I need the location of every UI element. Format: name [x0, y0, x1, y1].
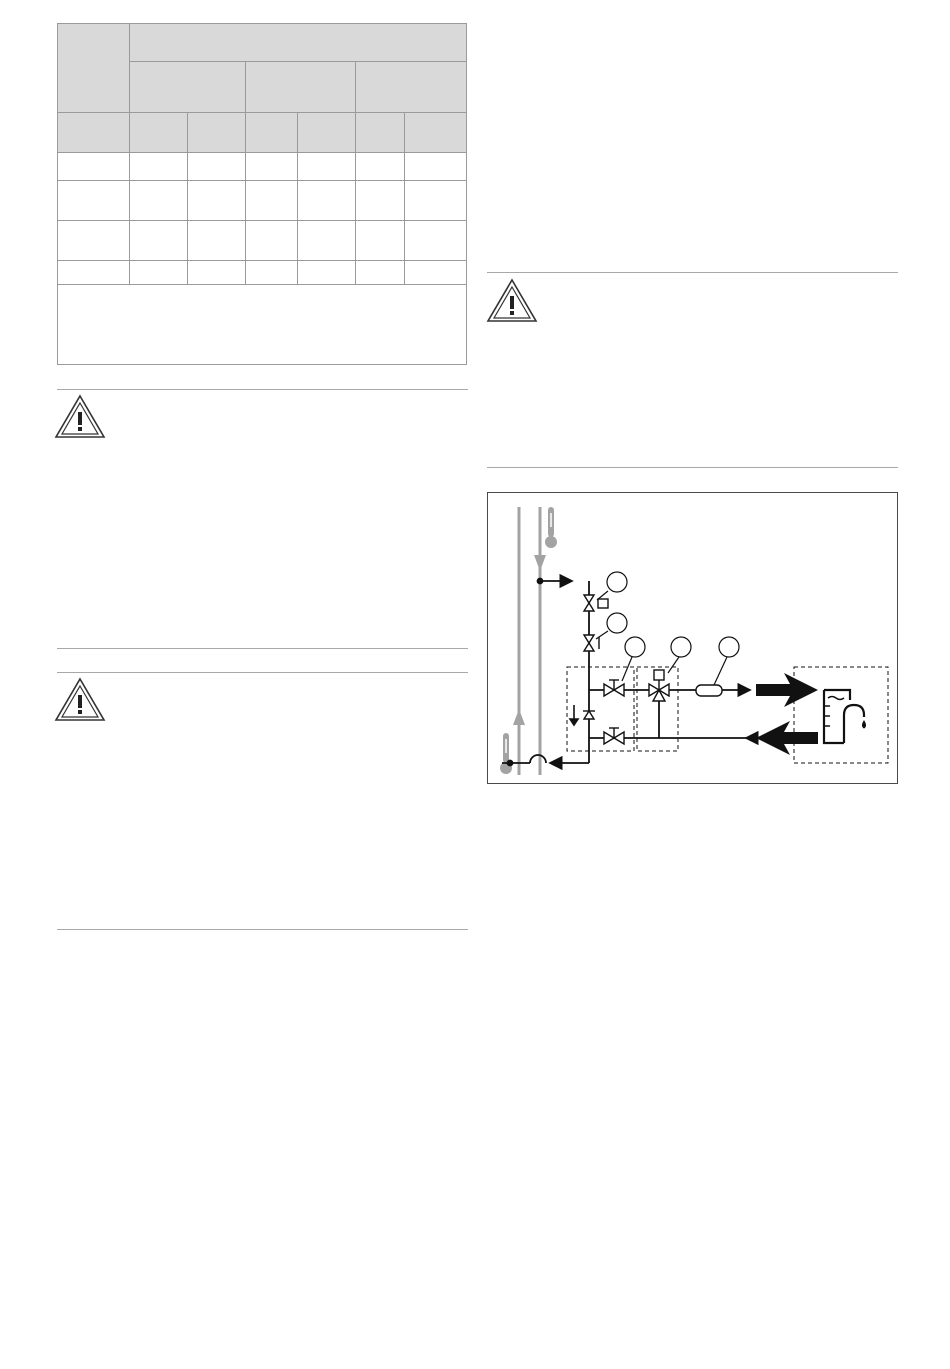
warning-triangle-icon	[54, 677, 106, 723]
table-row	[58, 221, 467, 261]
warning-top-rule	[487, 272, 898, 273]
table-row	[58, 261, 467, 285]
flow-arrows	[756, 673, 818, 755]
hydraulic-diagram	[487, 492, 898, 784]
valve-icon	[584, 635, 599, 651]
hot-water-out-arrow	[756, 673, 818, 707]
warning-top-rule	[57, 389, 468, 390]
valve-icon	[584, 595, 608, 611]
flow-up-arrow	[513, 709, 525, 725]
down-arrow-icon	[570, 705, 578, 725]
check-valve-icon	[583, 711, 595, 719]
table-subheader-2	[246, 62, 356, 113]
table-note	[58, 285, 467, 365]
warning-bottom-rule	[57, 648, 468, 649]
table-row	[58, 153, 467, 181]
pump-icon	[696, 685, 722, 696]
table-corner-cell	[58, 24, 130, 113]
table-subheader-1	[130, 62, 246, 113]
spec-table	[57, 23, 467, 365]
table-subheader-3	[356, 62, 467, 113]
riser-pipes	[513, 507, 546, 775]
callout-markers	[596, 572, 739, 685]
table-unit-row	[58, 113, 467, 153]
mixing-valve-icon	[649, 670, 669, 701]
thermometer-icon	[500, 733, 512, 774]
assembly-boxes	[567, 667, 888, 763]
table-group-header	[130, 24, 467, 62]
return-in-arrow	[756, 721, 818, 755]
warning-triangle-icon	[54, 394, 106, 440]
valve-icon	[604, 680, 624, 696]
flow-down-arrow	[534, 555, 546, 571]
valve-icon	[604, 728, 624, 744]
warning-top-rule	[57, 672, 468, 673]
table-row	[58, 181, 467, 221]
thermometer-icon	[545, 507, 557, 548]
pipework	[502, 579, 778, 766]
warning-triangle-icon	[486, 278, 538, 324]
warning-bottom-rule	[57, 929, 468, 930]
warning-bottom-rule	[487, 467, 898, 468]
water-tank-tap-icon	[824, 690, 866, 743]
